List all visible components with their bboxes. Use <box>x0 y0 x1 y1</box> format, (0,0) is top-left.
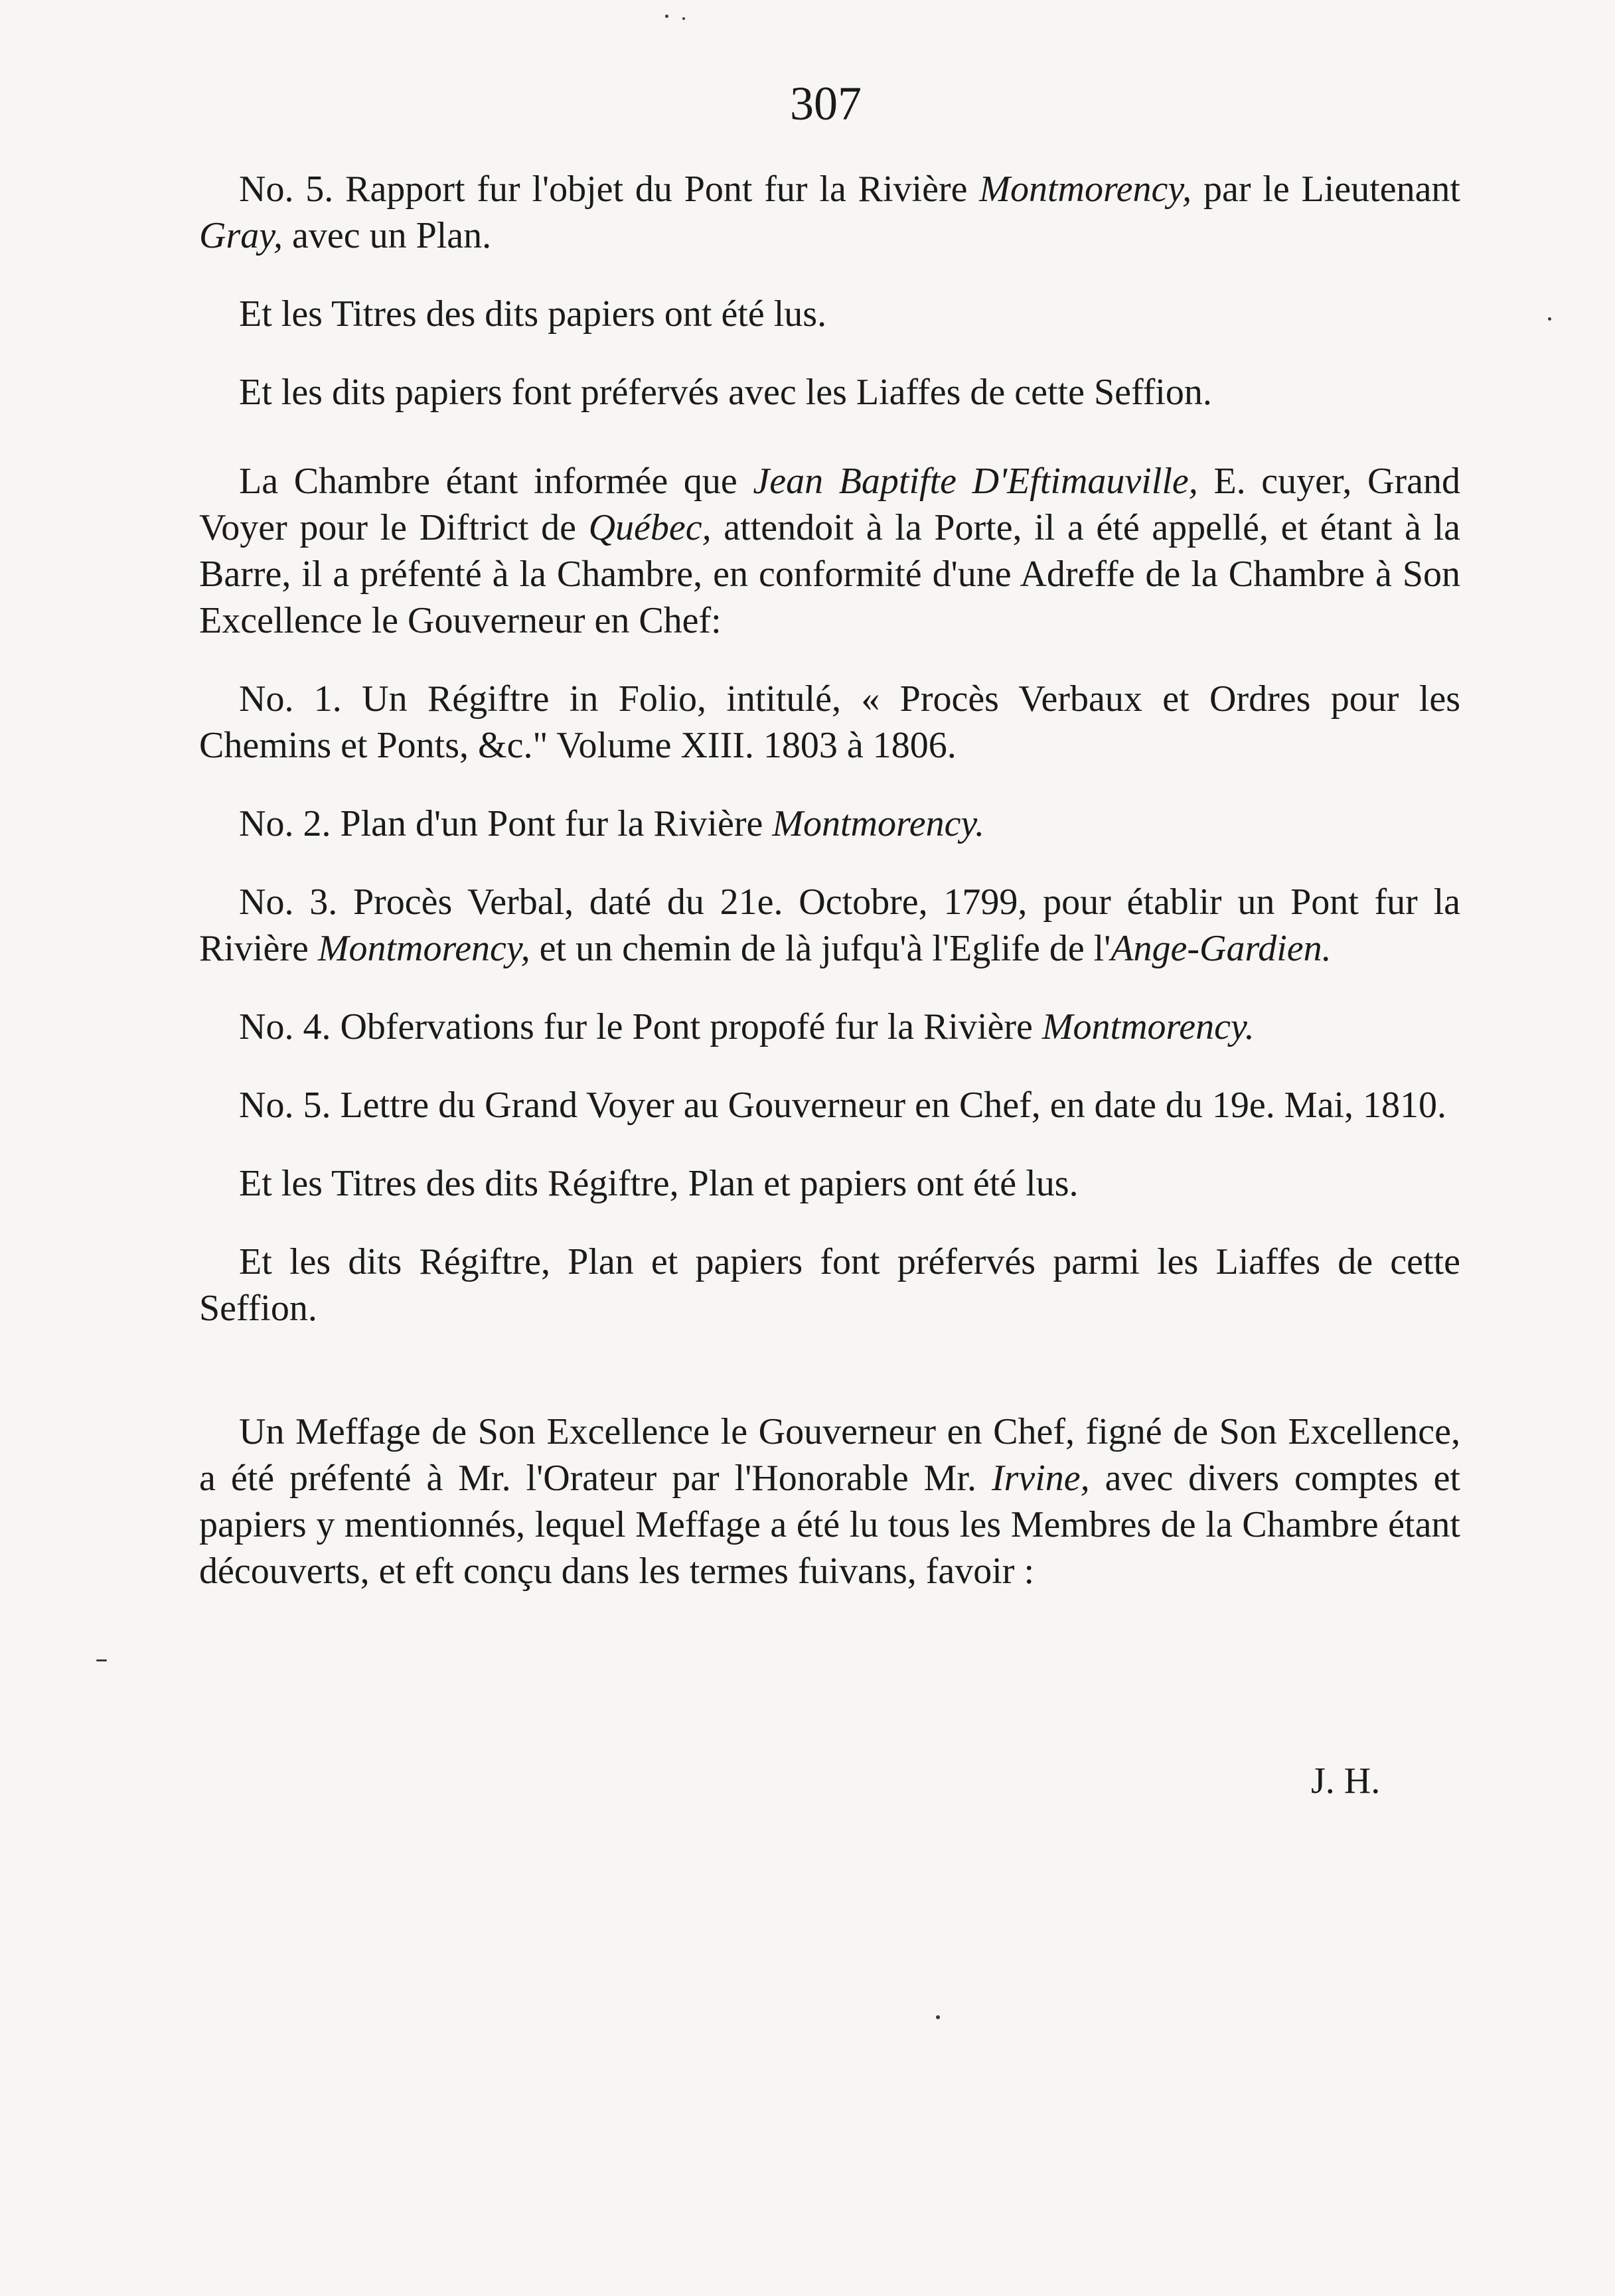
paragraph-papiers-preserves <box>199 369 1460 416</box>
ink-speck <box>1548 317 1551 321</box>
text-segment: attendoit à la Porte, il a été appellé, et étant à la Barre, il a préfenté à la Chambre, en conformité d'une Adreffe de la Chambre à Son Excellence le Gouverneur en Chef: <box>199 507 1460 641</box>
text-segment-italic: Montmorency. <box>1041 1006 1255 1047</box>
paragraph-message <box>199 1409 1460 1594</box>
signature-initials: J. H. <box>1311 1760 1381 1801</box>
page-number: 307 <box>790 77 862 130</box>
text-segment-italic: Montmorency. <box>772 803 985 844</box>
text-segment-italic: Ange-Gardien. <box>1111 928 1332 969</box>
paragraph-item-4 <box>199 1004 1460 1050</box>
text-segment: No. 5. Rapport fur l'objet du Pont fur la Rivière <box>239 169 980 210</box>
paragraph-titres-lus <box>199 291 1460 337</box>
text-segment: par le Lieutenant <box>1192 169 1460 210</box>
text-segment: Et les dits papiers font préfervés avec les Liaffes de cette Seffion. <box>239 372 1212 413</box>
paragraph-chambre-informee <box>199 458 1460 644</box>
text-segment-italic: Irvine, <box>991 1458 1090 1499</box>
paragraph-item-2 <box>199 801 1460 847</box>
text-segment: et un chemin de là jufqu'à l'Eglife de l' <box>530 928 1111 969</box>
paragraph-item-3 <box>199 879 1460 972</box>
paragraph-registre-preserves <box>199 1239 1460 1332</box>
ink-speck <box>665 15 668 18</box>
text-segment-italic: Montmorency, <box>979 169 1192 210</box>
paragraph-item-5 <box>199 1082 1460 1128</box>
text-segment: avec un Plan. <box>283 215 492 256</box>
text-segment: avec divers comptes et papiers y mentionnés, lequel Meffage a été lu tous les Membres de la Chambre étant découverts, et eft conçu dans les termes fuivans, favoir : <box>199 1458 1460 1592</box>
text-segment: E. cuyer, Grand Voyer pour le Diftrict de <box>199 461 1460 548</box>
text-segment: Et les Titres des dits Régiftre, Plan et papiers ont été lus. <box>239 1163 1079 1204</box>
ink-speck <box>682 17 685 20</box>
paragraph-rapport <box>199 166 1460 259</box>
text-segment-italic: Québec, <box>588 507 712 548</box>
text-segment: No. 4. Obfervations fur le Pont propofé fur la Rivière <box>239 1006 1042 1047</box>
text-segment: Un Meffage de Son Excellence le Gouverneur en Chef, figné de Son Excellence, a été préfenté à Mr. l'Orateur par l'Honorable Mr. <box>199 1411 1460 1499</box>
text-segment: Et les Titres des dits papiers ont été lus. <box>239 293 827 335</box>
text-segment: No. 3. Procès Verbal, daté du 21e. Octobre, 1799, pour établir un Pont fur la Rivière <box>199 881 1460 969</box>
text-segment: Et les dits Régiftre, Plan et papiers font préfervés parmi les Liaffes de cette Seffion. <box>199 1241 1460 1329</box>
paragraph-item-1 <box>199 676 1460 769</box>
text-segment-italic: Gray, <box>199 215 283 256</box>
text-segment-italic: Jean Baptifte D'Eftimauville, <box>753 461 1198 502</box>
text-body <box>199 166 1460 1594</box>
text-segment: La Chambre étant informée que <box>239 461 753 502</box>
text-segment: No. 5. Lettre du Grand Voyer au Gouverneur en Chef, en date du 19e. Mai, 1810. <box>239 1085 1446 1126</box>
text-segment-italic: Montmorency, <box>317 928 530 969</box>
ink-speck <box>96 1659 107 1661</box>
ink-speck <box>936 2015 940 2019</box>
text-segment: No. 1. Un Régiftre in Folio, intitulé, « Procès Verbaux et Ordres pour les Chemins et Ponts, &c." Volume XIII. 1803 à 1806. <box>199 678 1460 766</box>
text-segment: No. 2. Plan d'un Pont fur la Rivière <box>239 803 773 844</box>
paragraph-titres-registre-lus <box>199 1160 1460 1207</box>
